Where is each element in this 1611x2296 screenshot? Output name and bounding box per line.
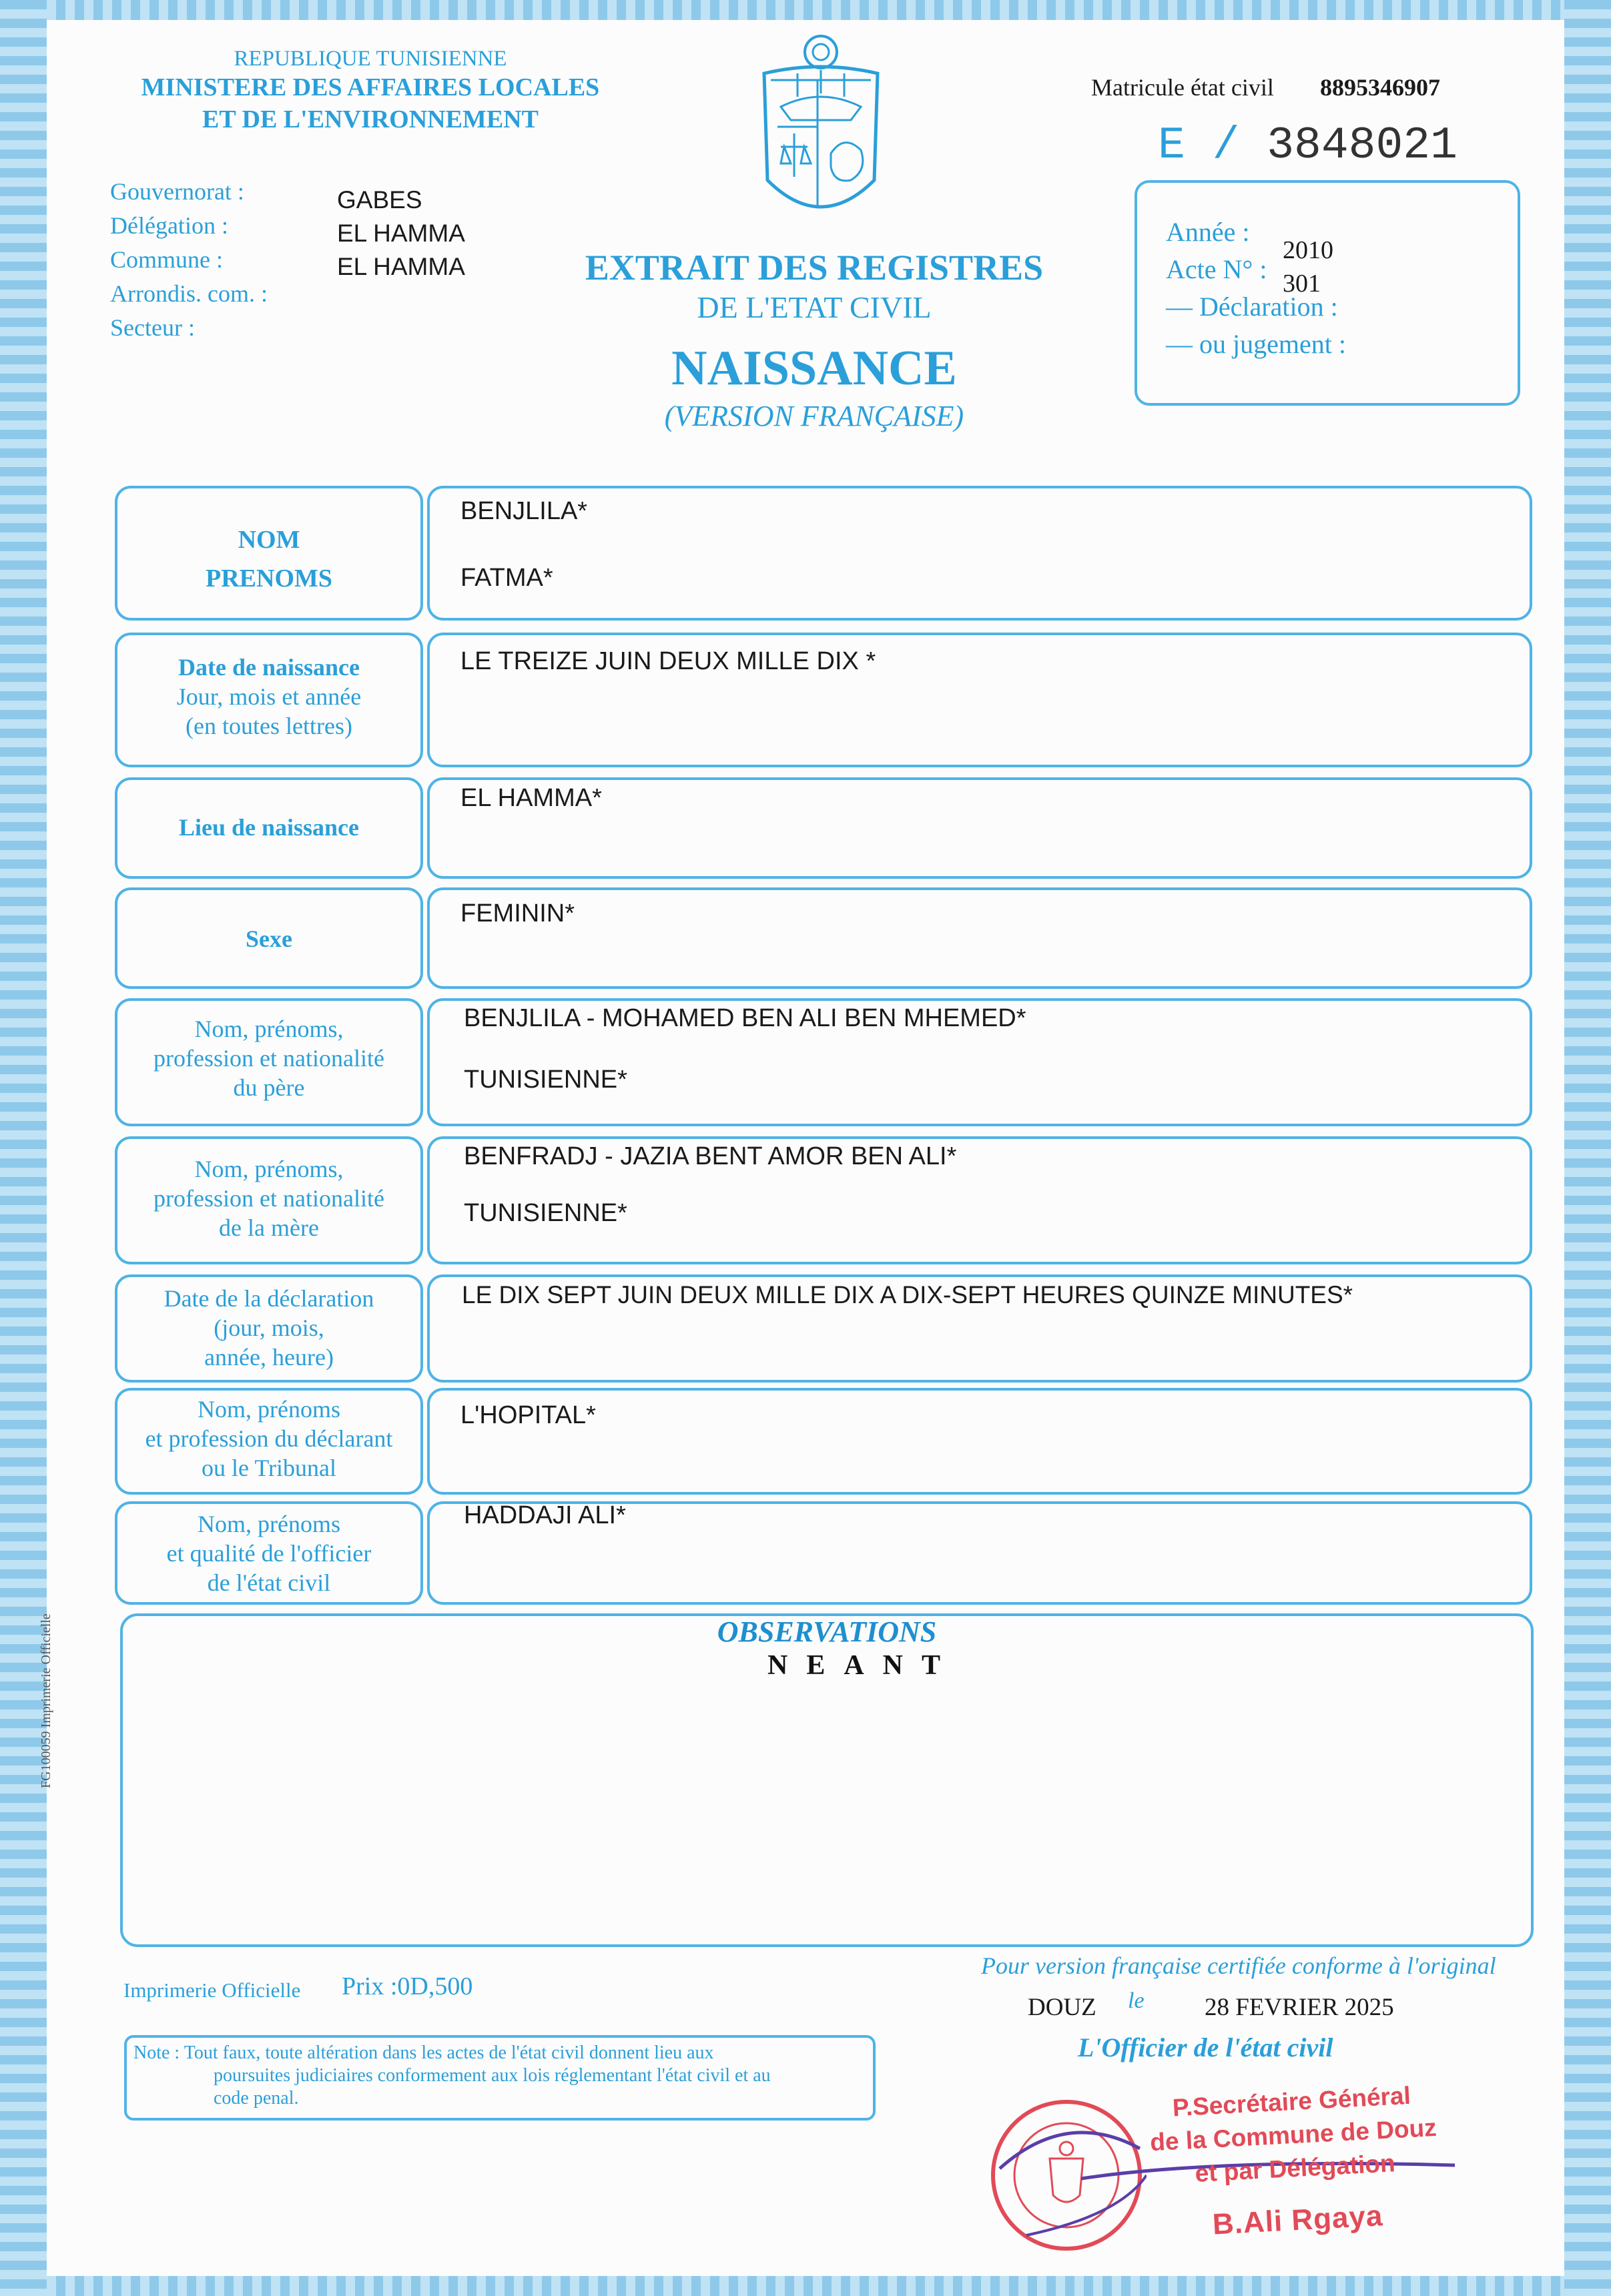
official-stamp — [1131, 2077, 1458, 2246]
matricule-value: 8895346907 — [1320, 74, 1440, 101]
serial-digits: 3848021 — [1267, 120, 1458, 171]
tunisia-coat-of-arms-icon — [751, 33, 891, 234]
acte-values — [1283, 234, 1333, 300]
stamp-signatory-name: B.Ali Rgaya — [1211, 2199, 1384, 2241]
label-pere-l1: Nom, prénoms, — [194, 1016, 344, 1042]
label-nom: NOM — [238, 526, 300, 554]
legal-note-l2: poursuites judiciaires conformement aux lois réglementant l'état civil et au — [214, 2065, 771, 2086]
label-nom-prenoms — [115, 520, 423, 598]
label-pere-l2: profession et nationalité — [153, 1045, 384, 1072]
label-prenoms: PRENOMS — [206, 564, 332, 593]
issue-date: 28 FEVRIER 2025 — [1205, 1994, 1394, 2021]
stamp-line1: P.Secrétaire Général — [1171, 2081, 1411, 2122]
issue-le: le — [1128, 1988, 1145, 2013]
label-officier — [115, 1509, 423, 1597]
observations-title: OBSERVATIONS — [717, 1615, 937, 1648]
decorative-border-left — [0, 0, 47, 2296]
value-prenoms: FATMA* — [460, 564, 553, 592]
label-mere — [115, 1154, 423, 1242]
label-mere-l3: de la mère — [219, 1214, 319, 1241]
observations-value: NEANT — [767, 1650, 960, 1681]
label-date-naissance-l3: (en toutes lettres) — [186, 713, 352, 739]
label-date-naissance — [115, 653, 423, 741]
value-gouvernorat: GABES — [337, 186, 422, 214]
ministry-line1: MINISTERE DES AFFAIRES LOCALES — [141, 73, 600, 101]
value-mere-nationalite: TUNISIENNE* — [464, 1199, 627, 1227]
value-pere-nationalite: TUNISIENNE* — [464, 1066, 627, 1094]
label-annee: Année : — [1166, 217, 1250, 247]
admin-labels — [110, 175, 268, 345]
value-officier: HADDAJI ALI* — [464, 1501, 626, 1529]
certification-text: Pour version française certifiée conforme à l'original — [981, 1952, 1496, 1979]
value-sexe: FEMININ* — [460, 899, 575, 927]
label-declaration: — Déclaration : — [1166, 292, 1338, 322]
label-secteur: Secteur : — [110, 314, 195, 341]
legal-note — [133, 2042, 868, 2110]
label-declarant — [115, 1395, 423, 1483]
value-commune: EL HAMMA — [337, 253, 465, 280]
label-declarant-l1: Nom, prénoms — [198, 1396, 340, 1423]
label-date-naissance-l2: Jour, mois et année — [176, 683, 362, 710]
label-declaration-l1: Date de la déclaration — [164, 1285, 374, 1312]
legal-note-l1: Note : Tout faux, toute altération dans les actes de l'état civil donnent lieu aux — [133, 2042, 714, 2063]
label-arrondissement: Arrondis. com. : — [110, 280, 268, 307]
label-declaration — [115, 1284, 423, 1372]
value-date-naissance: LE TREIZE JUIN DEUX MILLE DIX * — [460, 647, 876, 675]
decorative-border-right — [1564, 0, 1611, 2296]
value-mere-nom: BENFRADJ - JAZIA BENT AMOR BEN ALI* — [464, 1142, 957, 1170]
decorative-border-top — [0, 0, 1611, 20]
label-date-naissance-l1: Date de naissance — [178, 654, 360, 681]
row-sexe-value-box — [427, 887, 1532, 989]
label-pere — [115, 1014, 423, 1102]
label-commune: Commune : — [110, 246, 223, 273]
value-lieu-naissance: EL HAMMA* — [460, 784, 602, 812]
value-declarant: L'HOPITAL* — [460, 1401, 596, 1429]
officier-signature-label: L'Officier de l'état civil — [1078, 2032, 1333, 2062]
label-declaration-l3: année, heure) — [204, 1344, 334, 1371]
stamp-line2: de la Commune de Douz — [1149, 2113, 1437, 2157]
label-declarant-l3: ou le Tribunal — [201, 1455, 337, 1481]
label-lieu-naissance: Lieu de naissance — [178, 814, 360, 841]
label-mere-l1: Nom, prénoms, — [194, 1156, 344, 1182]
issue-place: DOUZ — [1028, 1994, 1096, 2021]
legal-note-l3: code penal. — [214, 2088, 299, 2109]
republic-line: REPUBLIQUE TUNISIENNE — [234, 47, 507, 71]
label-declaration-l2: (jour, mois, — [214, 1314, 324, 1341]
row-nom-value-box — [427, 486, 1532, 621]
document-subtitle: DE L'ETAT CIVIL — [697, 290, 932, 324]
side-printer-code: FG100059 Imprimerie Officielle — [39, 1613, 53, 1788]
ministry-line2: ET DE L'ENVIRONNEMENT — [202, 105, 539, 133]
label-mere-l2: profession et nationalité — [153, 1185, 384, 1212]
label-officier-l1: Nom, prénoms — [198, 1511, 340, 1537]
serial-prefix: E / — [1158, 120, 1240, 171]
label-sexe: Sexe — [246, 925, 292, 952]
admin-values — [337, 183, 465, 284]
label-jugement: — ou jugement : — [1166, 329, 1346, 359]
value-nom: BENJLILA* — [460, 497, 588, 525]
label-officier-l3: de l'état civil — [207, 1569, 331, 1596]
decorative-border-bottom — [0, 2276, 1611, 2296]
value-pere-nom: BENJLILA - MOHAMED BEN ALI BEN MHEMED* — [464, 1004, 1026, 1032]
value-declaration: LE DIX SEPT JUIN DEUX MILLE DIX A DIX-SEPT HEURES QUINZE MINUTES* — [462, 1281, 1353, 1308]
label-pere-l3: du père — [233, 1074, 305, 1101]
label-acte: Acte N° : — [1166, 254, 1267, 284]
prix-label: Prix :0D,500 — [342, 1972, 473, 2000]
value-acte: 301 — [1283, 270, 1321, 298]
label-declarant-l2: et profession du déclarant — [145, 1425, 393, 1452]
document-type: NAISSANCE — [671, 341, 957, 396]
serial-number — [1158, 120, 1458, 171]
imprimerie-label: Imprimerie Officielle — [123, 1978, 301, 2002]
document-version: (VERSION FRANÇAISE) — [664, 400, 964, 432]
label-delegation: Délégation : — [110, 212, 228, 239]
issuing-authority — [110, 47, 631, 135]
label-gouvernorat: Gouvernorat : — [110, 178, 244, 205]
value-annee: 2010 — [1283, 236, 1333, 264]
matricule-label: Matricule état civil — [1091, 74, 1274, 101]
value-delegation: EL HAMMA — [337, 220, 465, 247]
document-title: EXTRAIT DES REGISTRES — [585, 248, 1044, 288]
stamp-line3: et par Délégation — [1194, 2149, 1396, 2187]
label-officier-l2: et qualité de l'officier — [166, 1540, 372, 1567]
